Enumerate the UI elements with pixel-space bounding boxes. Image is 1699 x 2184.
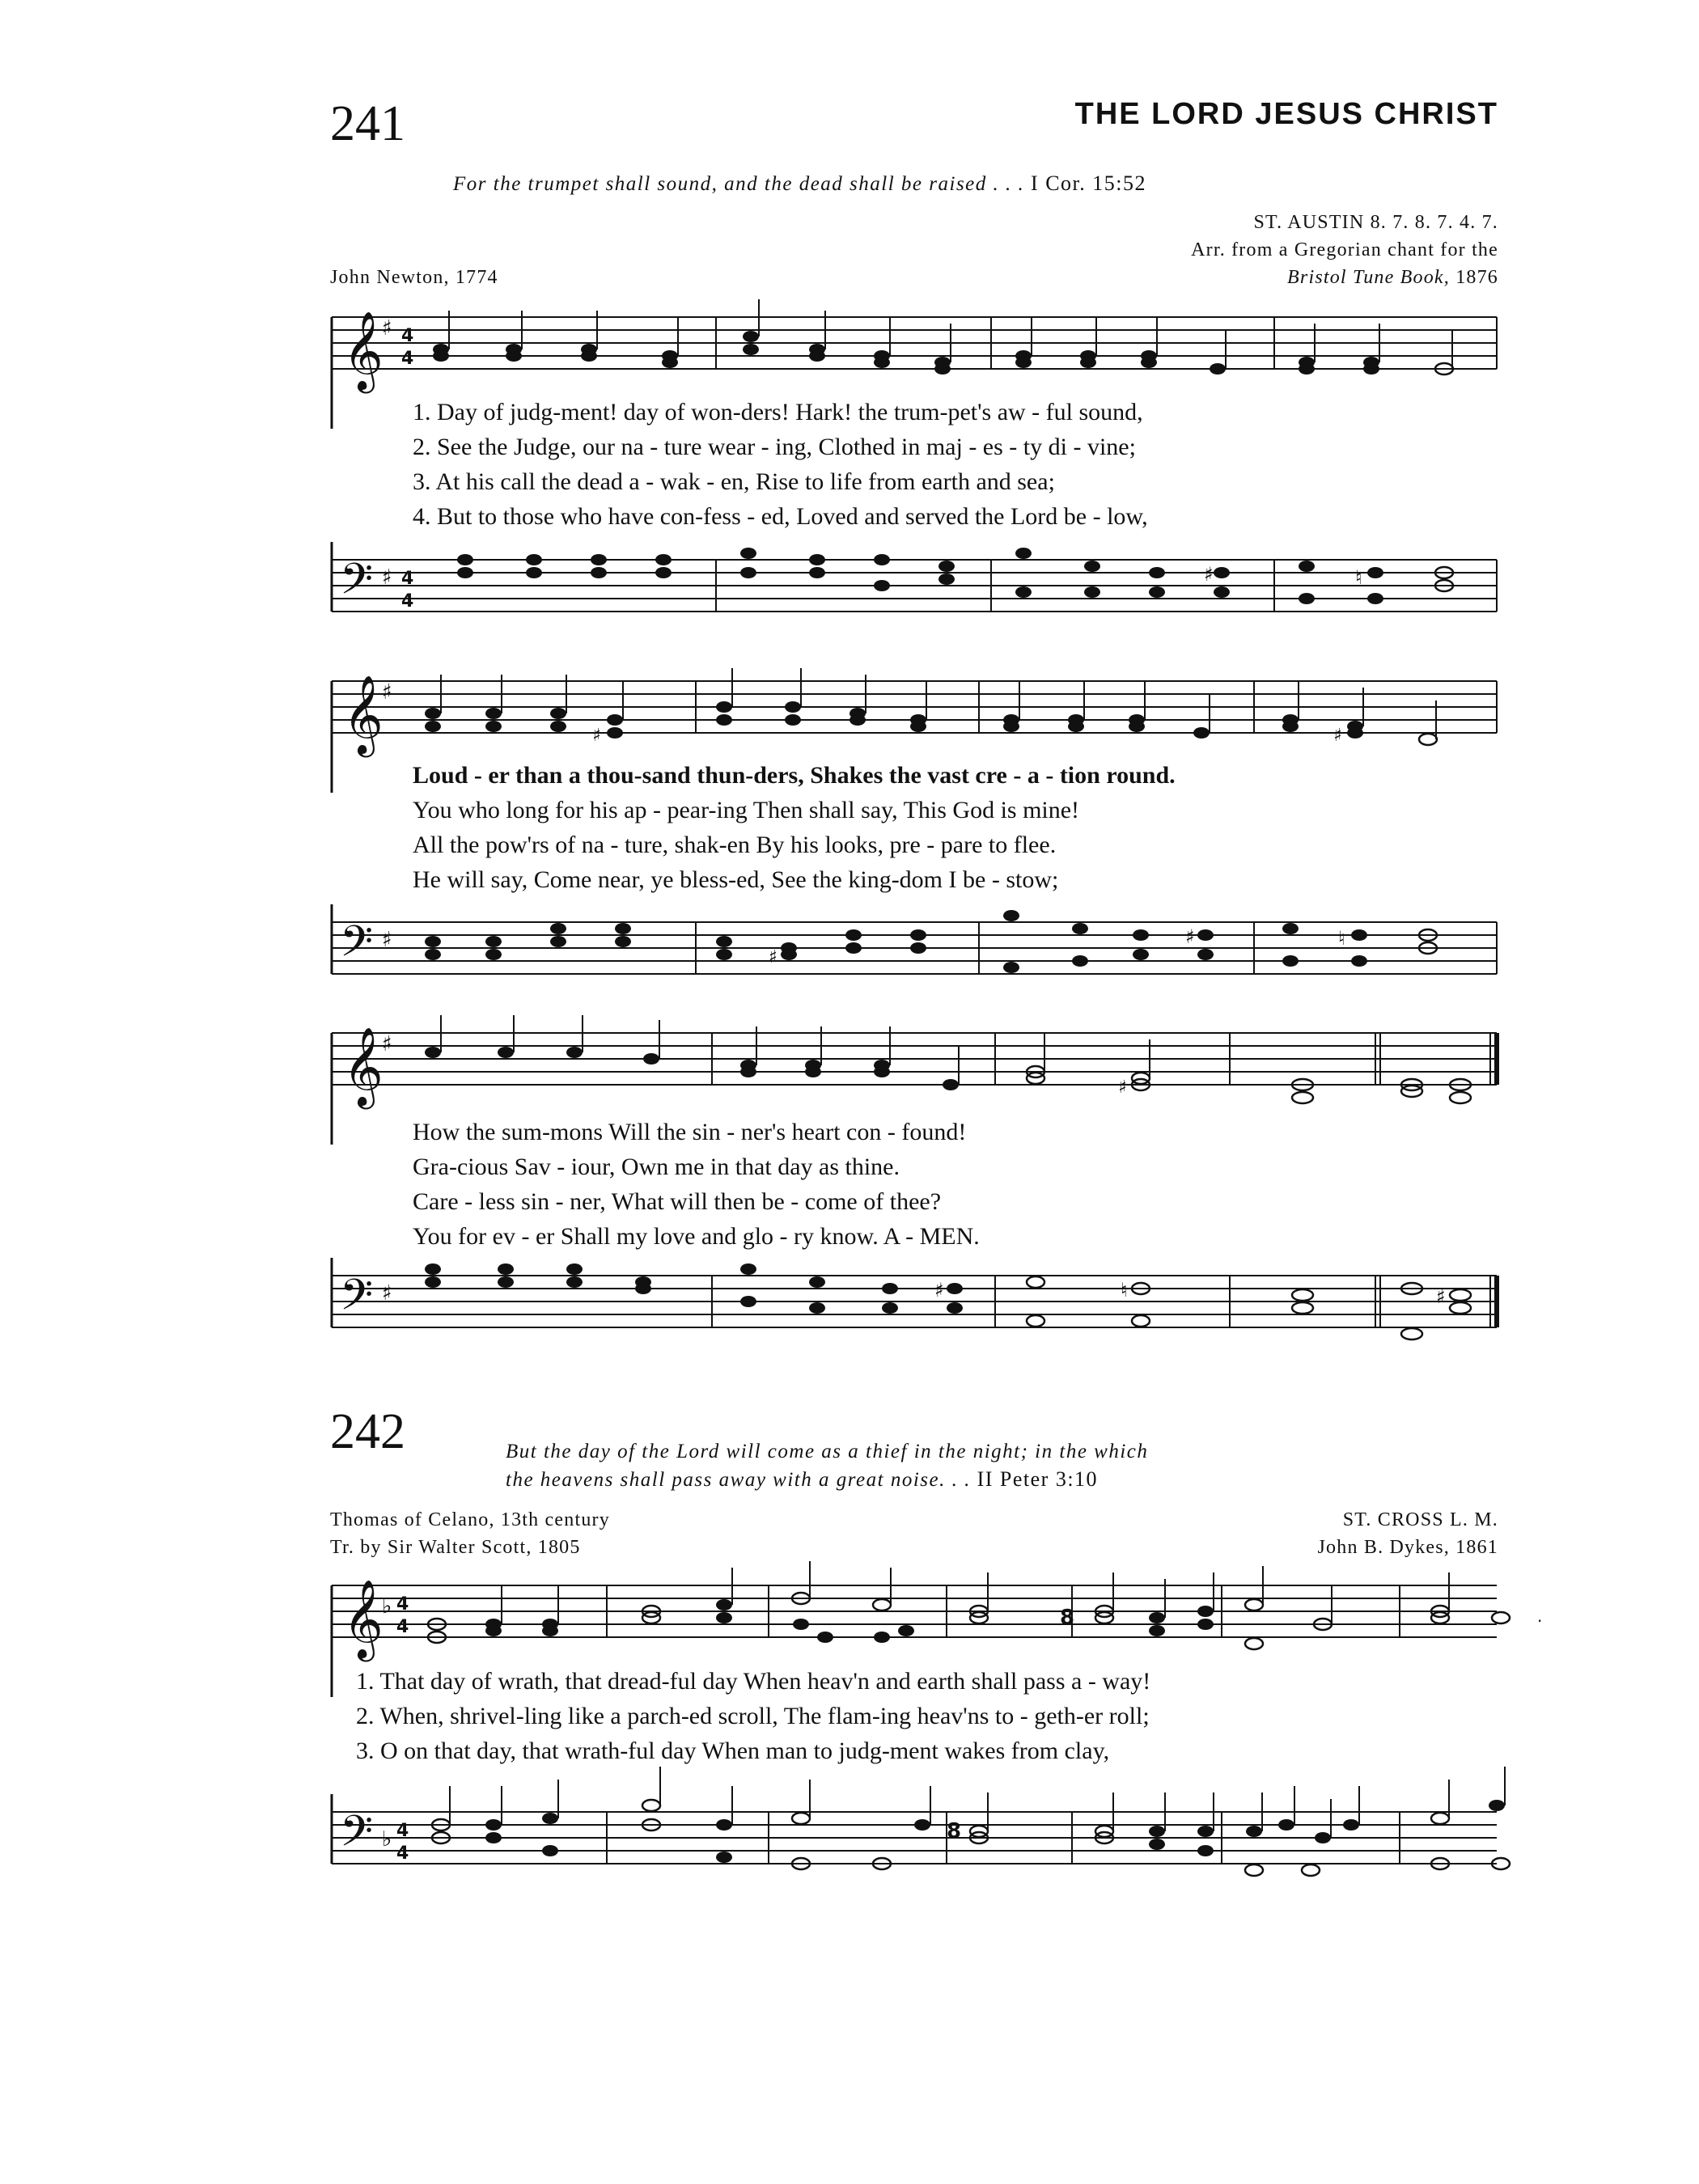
svg-text:4: 4 bbox=[401, 326, 414, 346]
svg-text:𝄢: 𝄢 bbox=[340, 1807, 374, 1867]
treble-staff-system3 bbox=[332, 1015, 1513, 1120]
svg-text:♯: ♯ bbox=[382, 928, 392, 952]
bass-staff-system3 bbox=[332, 1258, 1513, 1355]
hymn-number: 242 bbox=[330, 1404, 405, 1459]
verse3-line: 3. At his call the dead a - wak - en, Rise to life from earth and sea; bbox=[413, 468, 1055, 495]
bass-staff-system2 bbox=[332, 904, 1513, 1001]
svg-text:.: . bbox=[1537, 1606, 1543, 1626]
verse3-line: 3. O on that day, that wrath-ful day When man to judg-ment wakes from clay, bbox=[356, 1737, 1110, 1764]
translator-credit: Tr. by Sir Walter Scott, 1805 bbox=[330, 1537, 581, 1558]
svg-text:♯: ♯ bbox=[382, 565, 392, 590]
svg-text:4: 4 bbox=[396, 1821, 409, 1841]
epigraph-reference: II Peter 3:10 bbox=[977, 1467, 1099, 1491]
svg-text:8: 8 bbox=[1060, 1606, 1075, 1630]
verse1-line: 1. Day of judg-ment! day of won-ders! Hark! the trum-pet's aw - ful sound, bbox=[413, 399, 1143, 425]
verse3-line: All the pow'rs of na - ture, shak-en By his looks, pre - pare to flee. bbox=[413, 832, 1057, 858]
epigraph bbox=[453, 171, 1146, 196]
svg-text:𝄢: 𝄢 bbox=[340, 555, 374, 615]
treble-staff-system2 bbox=[332, 663, 1513, 768]
author-credit: John Newton, 1774 bbox=[330, 267, 498, 288]
svg-text:♮: ♮ bbox=[1121, 1279, 1128, 1302]
svg-text:♯: ♯ bbox=[592, 726, 601, 746]
verse2-line: Gra-cious Sav - iour, Own me in that day as thine. bbox=[413, 1153, 900, 1180]
svg-text:♯: ♯ bbox=[382, 316, 392, 341]
svg-text:𝄞: 𝄞 bbox=[343, 675, 383, 754]
svg-text:♮: ♮ bbox=[1355, 566, 1362, 589]
verse1-line: Loud - er than a thou-sand thun-ders, Shakes the vast cre - a - tion round. bbox=[413, 762, 1176, 789]
svg-text:♯: ♯ bbox=[1185, 925, 1195, 948]
svg-text:♭: ♭ bbox=[382, 1594, 392, 1619]
svg-text:♯: ♯ bbox=[1118, 1077, 1127, 1098]
epigraph-line1: But the day of the Lord will come as a thief in the night; in the which bbox=[506, 1441, 1149, 1462]
verse1-line: 1. That day of wrath, that dread-ful day When heav'n and earth shall pass a - way! bbox=[356, 1668, 1151, 1695]
svg-text:𝄢: 𝄢 bbox=[340, 1271, 374, 1331]
svg-text:♯: ♯ bbox=[1436, 1285, 1446, 1308]
svg-text:♯: ♯ bbox=[1333, 726, 1342, 746]
epigraph-line2: the heavens shall pass away with a great noise. . . bbox=[506, 1469, 971, 1491]
svg-text:4: 4 bbox=[396, 1617, 409, 1637]
tune-book-year: 1876 bbox=[1455, 267, 1498, 288]
svg-text:4: 4 bbox=[401, 349, 414, 369]
svg-text:♭: ♭ bbox=[382, 1827, 392, 1852]
verse4-line: You for ev - er Shall my love and glo - ry know. A - MEN. bbox=[413, 1223, 980, 1250]
svg-text:8: 8 bbox=[947, 1819, 962, 1843]
verse3-line: Care - less sin - ner, What will then be - come of thee? bbox=[413, 1188, 942, 1215]
hymn-number: 241 bbox=[330, 96, 405, 151]
epigraph bbox=[506, 1438, 1148, 1494]
verse2-line: You who long for his ap - pear-ing Then shall say, This God is mine! bbox=[413, 797, 1080, 823]
svg-text:𝄞: 𝄞 bbox=[343, 1579, 383, 1658]
svg-text:♯: ♯ bbox=[382, 1032, 392, 1056]
svg-text:4: 4 bbox=[401, 591, 414, 612]
tune-name: ST. CROSS L. M. bbox=[1342, 1509, 1498, 1530]
bass-staff-system1 bbox=[332, 542, 1513, 639]
svg-text:4: 4 bbox=[396, 1843, 409, 1864]
section-title: THE LORD JESUS CHRIST bbox=[1074, 97, 1498, 131]
tune-book-name: Bristol Tune Book, bbox=[1287, 267, 1450, 288]
verse1-line: How the sum-mons Will the sin - ner's heart con - found! bbox=[413, 1119, 967, 1145]
svg-text:♯: ♯ bbox=[1204, 563, 1214, 586]
author-credit: Thomas of Celano, 13th century bbox=[330, 1509, 610, 1530]
svg-text:♯: ♯ bbox=[769, 947, 777, 967]
treble-staff-hymn242 bbox=[332, 1568, 1543, 1673]
svg-text:♯: ♯ bbox=[382, 1281, 392, 1306]
svg-text:4: 4 bbox=[401, 569, 414, 589]
svg-text:♯: ♯ bbox=[382, 680, 392, 705]
verse4-line: 4. But to those who have con-fess - ed, Loved and served the Lord be - low, bbox=[413, 503, 1148, 530]
arranger-credit-line2 bbox=[1287, 267, 1498, 289]
svg-text:𝄞: 𝄞 bbox=[343, 311, 383, 390]
verse2-line: 2. When, shrivel-ling like a parch-ed scroll, The flam-ing heav'ns to - geth-er roll; bbox=[356, 1703, 1150, 1729]
composer-credit: John B. Dykes, 1861 bbox=[1317, 1537, 1498, 1558]
verse4-line: He will say, Come near, ye bless-ed, See the king-dom I be - stow; bbox=[413, 866, 1059, 893]
arranger-credit-line1: Arr. from a Gregorian chant for the bbox=[1191, 239, 1498, 260]
epigraph-text: For the trumpet shall sound, and the dead shall be raised . . . bbox=[453, 173, 1025, 195]
svg-text:♯: ♯ bbox=[934, 1279, 944, 1302]
svg-text:♮: ♮ bbox=[1338, 927, 1345, 950]
epigraph-line2-wrap bbox=[506, 1466, 1148, 1494]
treble-staff-system1 bbox=[332, 299, 1513, 404]
svg-text:𝄢: 𝄢 bbox=[340, 917, 374, 977]
epigraph-reference: I Cor. 15:52 bbox=[1031, 171, 1146, 195]
verse2-line: 2. See the Judge, our na - ture wear - ing, Clothed in maj - es - ty di - vine; bbox=[413, 434, 1136, 460]
bass-staff-hymn242 bbox=[332, 1794, 1513, 1891]
tune-name: ST. AUSTIN 8. 7. 8. 7. 4. 7. bbox=[1253, 212, 1498, 233]
svg-text:𝄞: 𝄞 bbox=[343, 1026, 383, 1106]
svg-text:4: 4 bbox=[396, 1594, 409, 1615]
